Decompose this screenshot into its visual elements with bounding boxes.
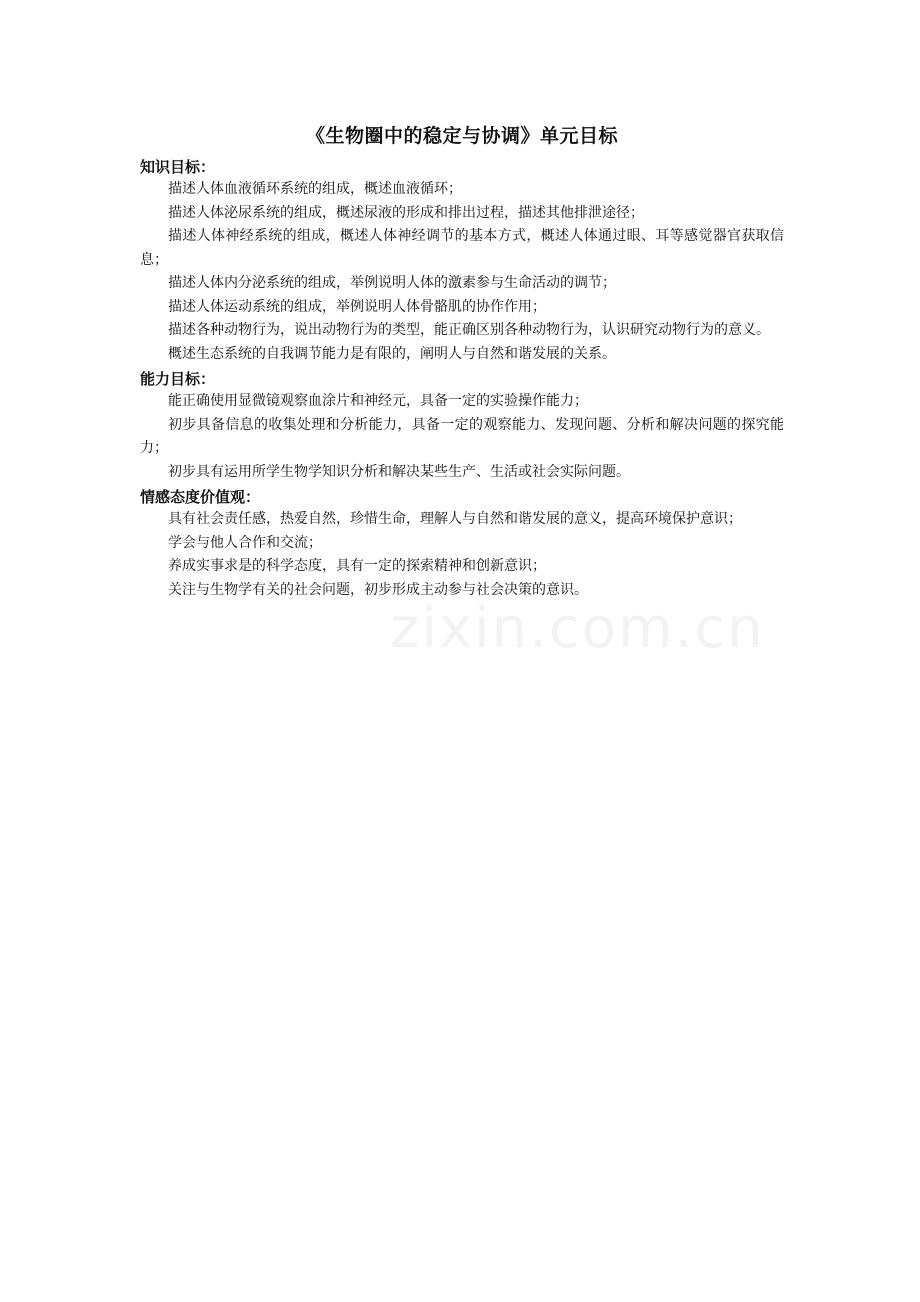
paragraph: 养成实事求是的科学态度，具有一定的探索精神和创新意识； bbox=[168, 558, 546, 574]
paragraph: 描述人体内分泌系统的组成，举例说明人体的激素参与生命活动的调节； bbox=[168, 275, 616, 291]
paragraph: 概述生态系统的自我调节能力是有限的，阐明人与自然和谐发展的关系。 bbox=[168, 345, 616, 362]
paragraph: 初步具有运用所学生物学知识分析和解决某些生产、生活或社会实际问题。 bbox=[168, 463, 630, 480]
section-attitude bbox=[140, 486, 784, 602]
document-title: 《生物圈中的稳定与协调》单元目标 bbox=[305, 125, 618, 147]
section-knowledge bbox=[140, 156, 784, 366]
paragraph: 能正确使用显微镜观察血涂片和神经元，具备一定的实验操作能力； bbox=[168, 393, 588, 409]
paragraph: 具有社会责任感，热爱自然，珍惜生命，理解人与自然和谐发展的意义，提高环境保护意识； bbox=[168, 511, 742, 527]
section-ability bbox=[140, 368, 784, 484]
section-heading: 知识目标： bbox=[140, 158, 216, 176]
paragraph: 关注与生物学有关的社会问题，初步形成主动参与社会决策的意识。 bbox=[168, 581, 588, 598]
section-heading: 情感态度价值观： bbox=[140, 488, 261, 506]
paragraph: 初步具备信息的收集处理和分析能力，具备一定的观察能力、发现问题、分析和解决问题的探究能力； bbox=[140, 416, 784, 456]
paragraph: 描述人体血液循环系统的组成，概述血液循环； bbox=[168, 181, 462, 197]
section-heading: 能力目标： bbox=[140, 370, 216, 388]
paragraph: 描述人体运动系统的组成，举例说明人体骨骼肌的协作作用； bbox=[168, 298, 546, 315]
paragraph: 学会与他人合作和交流； bbox=[168, 534, 322, 551]
paragraph: 描述各种动物行为，说出动物行为的类型，能正确区别各种动物行为，认识研究动物行为的意义。 bbox=[168, 322, 770, 338]
paragraph: 描述人体神经系统的组成，概述人体神经调节的基本方式，概述人体通过眼、耳等感觉器官获取信息； bbox=[140, 228, 784, 268]
document-page bbox=[140, 118, 784, 602]
paragraph: 描述人体泌尿系统的组成，概述尿液的形成和排出过程，描述其他排泄途径； bbox=[168, 204, 644, 221]
watermark: zixin.com.cn bbox=[390, 596, 765, 661]
